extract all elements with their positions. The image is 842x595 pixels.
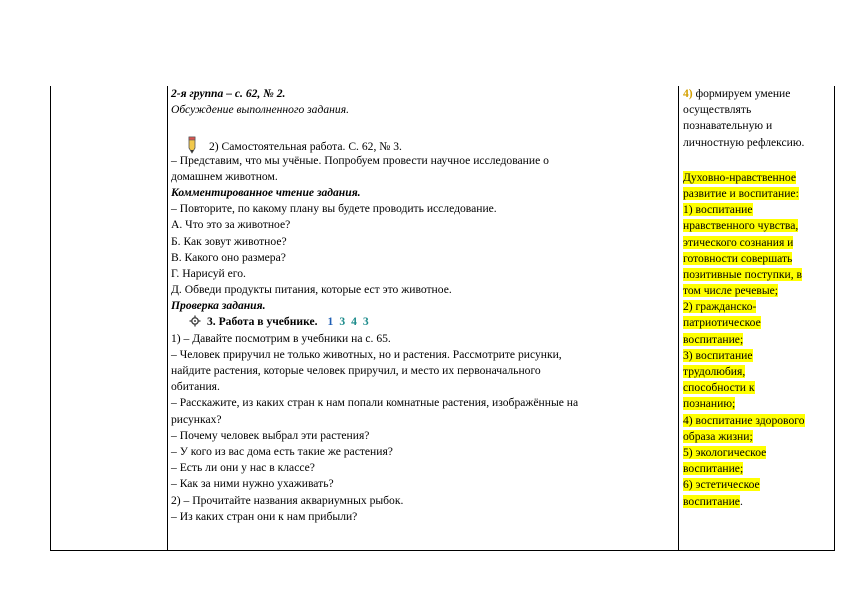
goal-text: личностную рефлексию. <box>683 135 805 149</box>
goal-text: формируем умение <box>695 87 791 100</box>
text-line: – Есть ли они у нас в классе? <box>171 461 315 475</box>
trailing-period: . <box>739 494 743 508</box>
highlighted-text: трудолюбия, <box>683 365 746 378</box>
highlighted-text: познанию; <box>683 397 736 411</box>
text-line: – Как за ними нужно ухаживать? <box>171 477 334 491</box>
plan-item-a: А. Что это за животное? <box>171 218 291 232</box>
text-line: – У кого из вас дома есть такие же растения? <box>171 444 393 458</box>
plan-item-g: Г. Нарисуй его. <box>171 266 246 280</box>
text-line: – Повторите, по какому плану вы будете проводить исследование. <box>171 202 497 216</box>
plan-item-b: Б. Как зовут животное? <box>171 234 287 248</box>
independent-work-line <box>171 136 676 152</box>
highlighted-text: патриотическое <box>683 316 761 330</box>
highlighted-text: Духовно-нравственное <box>683 170 797 184</box>
text-line: – Из каких стран они к нам прибыли? <box>171 509 358 523</box>
text-line: 2) – Прочитайте названия аквариумных рыбок. <box>171 493 404 507</box>
goal-text: познавательную и <box>683 119 773 133</box>
plan-item-v: В. Какого оно размера? <box>171 250 286 264</box>
text-line: – Представим, что мы учёные. Попробуем провести научное исследование о <box>171 153 549 167</box>
highlighted-text: позитивные поступки, в <box>683 267 803 281</box>
text-line: рисунках? <box>171 412 222 426</box>
text-line: 1) – Давайте посмотрим в учебники на с. 65. <box>171 331 391 345</box>
highlighted-text: 2) гражданско- <box>683 300 757 314</box>
text-line: – Почему человек выбрал эти растения? <box>171 428 370 442</box>
highlighted-text: 5) экологическое <box>683 445 767 459</box>
table-border-bottom <box>50 550 835 551</box>
highlighted-text: развитие и воспитание: <box>683 186 799 200</box>
discussion-line: Обсуждение выполненного задания. <box>171 103 349 117</box>
task-check-line: Проверка задания. <box>171 299 266 313</box>
highlighted-text: воспитание; <box>683 462 744 476</box>
goal-four-line <box>683 86 833 102</box>
marker-number: 3 <box>362 315 369 329</box>
highlighted-text: 3) воспитание <box>683 348 753 362</box>
highlighted-text: том числе речевые; <box>683 284 778 298</box>
highlighted-text: образа жизни; <box>683 429 753 443</box>
table-divider-1 <box>167 86 168 551</box>
item-number-4: 4) <box>683 87 693 100</box>
highlighted-text: готовности совершать <box>683 251 793 265</box>
group-task-line: 2-я группа – с. 62, № 2. <box>171 87 286 100</box>
goal-text: осуществлять <box>683 103 752 117</box>
education-goals-column <box>683 86 833 510</box>
plan-item-d: Д. Обведи продукты питания, которые ест это животное. <box>171 283 452 297</box>
highlighted-text: 1) воспитание <box>683 203 753 217</box>
marker-number: 4 <box>351 315 357 329</box>
highlighted-text: этического сознания и <box>683 235 794 249</box>
highlighted-text: воспитание; <box>683 332 744 346</box>
highlighted-text: воспитание <box>683 494 740 508</box>
highlighted-text: нравственного чувства, <box>683 219 799 233</box>
commented-reading-line: Комментированное чтение задания. <box>171 185 361 199</box>
textbook-work-line <box>171 314 676 330</box>
marker-number: 3 <box>339 315 346 329</box>
textbook-work-text: 3. Работа в учебнике. <box>207 315 318 329</box>
table-border-left <box>50 86 51 551</box>
text-line: – Расскажите, из каких стран к нам попали комнатные растения, изображённые на <box>171 396 579 410</box>
table-divider-2 <box>678 86 679 551</box>
pencil-icon <box>185 136 199 154</box>
text-line: домашнем животном. <box>171 169 278 183</box>
highlighted-text: 6) эстетическое <box>683 478 760 492</box>
table-border-right <box>834 86 835 551</box>
lesson-content-column <box>171 86 676 525</box>
independent-work-text: 2) Самостоятельная работа. С. 62, № 3. <box>209 140 402 154</box>
gear-icon <box>189 315 201 327</box>
marker-number: 1 <box>327 315 334 329</box>
highlighted-text: 4) воспитание здорового <box>683 413 805 427</box>
text-line: обитания. <box>171 380 220 394</box>
text-line: – Человек приручил не только животных, но и растения. Рассмотрите рисунки, <box>171 347 562 361</box>
highlighted-text: способности к <box>683 381 755 395</box>
text-line: найдите растения, которые человек приручил, и место их первоначального <box>171 364 541 377</box>
